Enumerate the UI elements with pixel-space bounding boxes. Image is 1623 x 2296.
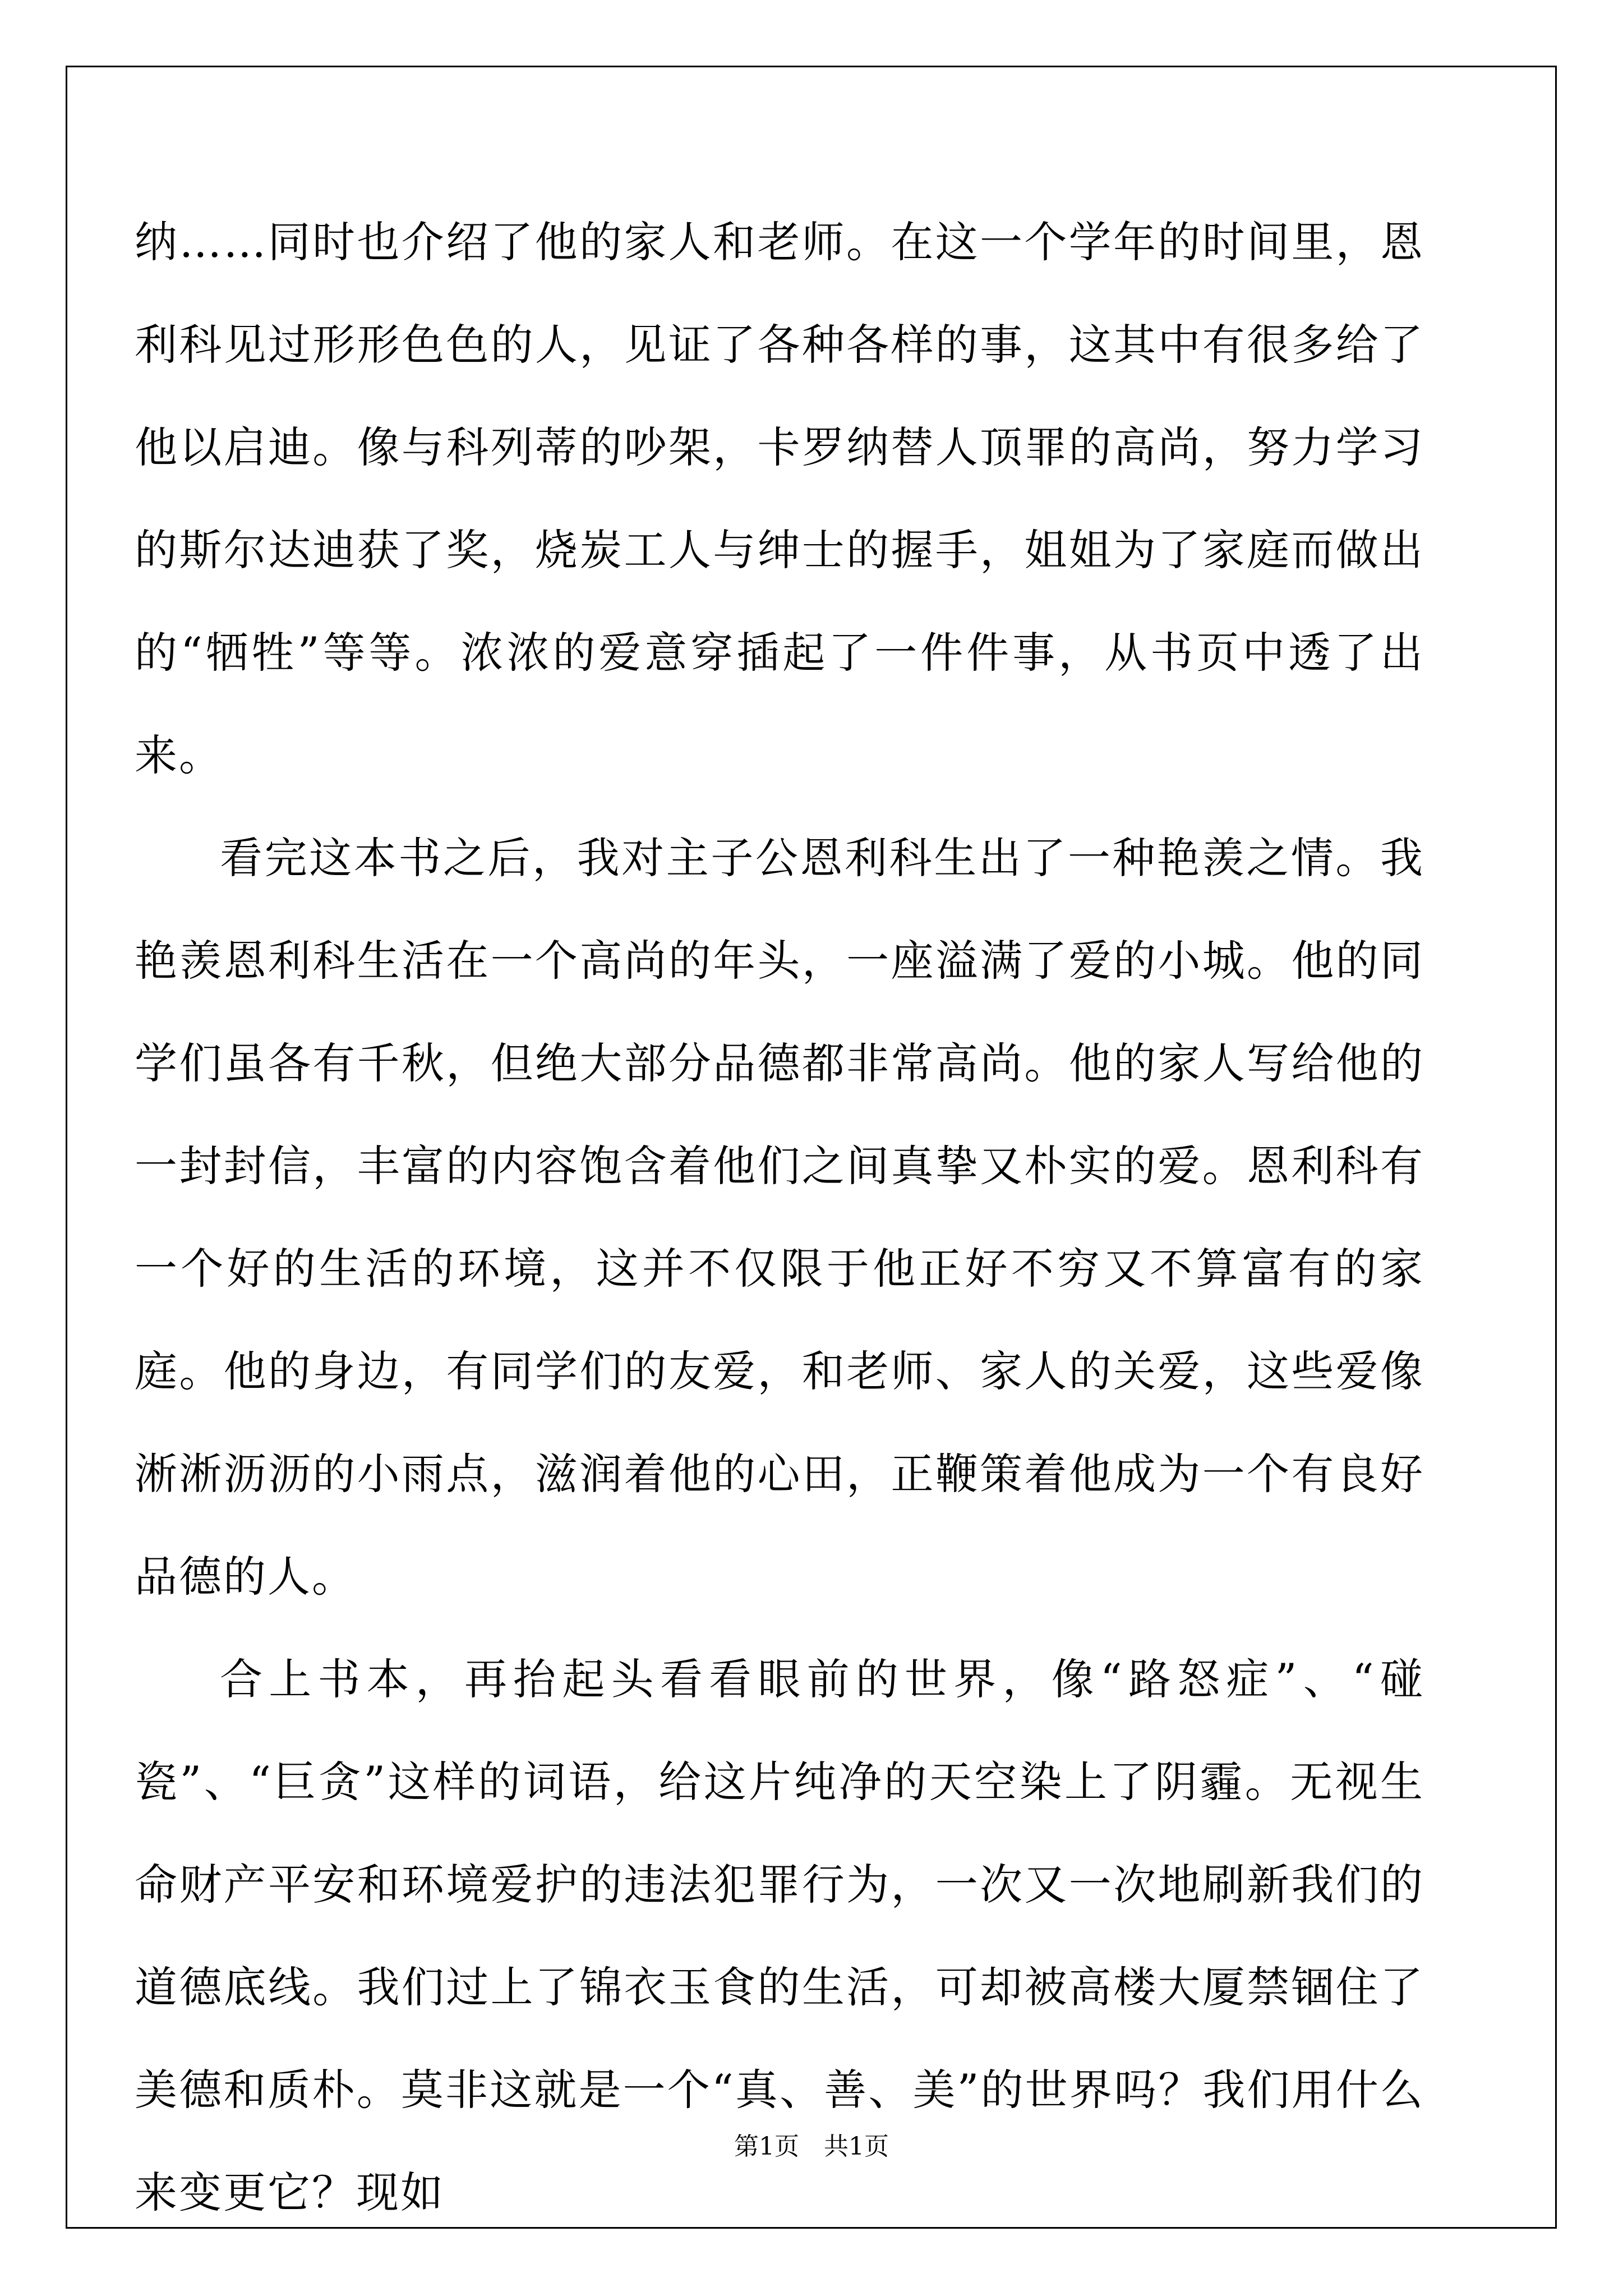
paragraph-2: 看完这本书之后，我对主子公恩利科生出了一种艳羡之情。我艳羡恩利科生活在一个高尚的年头，一座溢满了爱的小城。他的同学们虽各有千秋，但绝大部分品德都非常高尚。他的家人写给他的一封封信，丰富的内容饱含着他们之间真挚又朴实的爱。恩利科有一个好的生活的环境，这并不仅限于他正好不穷又不算富有的家庭。他的身边，有同学们的友爱，和老师、家人的关爱，这些爱像淅淅沥沥的小雨点，滋润着他的心田，正鞭策着他成为一个有良好品德的人。 — [135, 833, 1424, 1602]
page-number-footer: 第1页 共1页 — [734, 2132, 889, 2161]
document-body — [135, 191, 1424, 2244]
paragraph-1: 纳……同时也介绍了他的家人和老师。在这一个学年的时间里，恩利科见过形形色色的人，见证了各种各样的事，这其中有很多给了他以启迪。像与科列蒂的吵架，卡罗纳替人顶罪的高尚，努力学习的斯尔达迪获了奖，烧炭工人与绅士的握手，姐姐为了家庭而做出的“牺牲”等等。浓浓的爱意穿插起了一件件事，从书页中透了出来。 — [135, 217, 1424, 780]
paragraph-3: 合上书本，再抬起头看看眼前的世界，像“路怒症”、“碰瓷”、“巨贪”这样的词语，给这片纯净的天空染上了阴霾。无视生命财产平安和环境爱护的违法犯罪行为，一次又一次地刷新我们的道德底线。我们过上了锦衣玉食的生活，可却被高楼大厦禁锢住了美德和质朴。莫非这就是一个“真、善、美”的世界吗？我们用什么来变更它？现如 — [135, 1654, 1424, 2217]
